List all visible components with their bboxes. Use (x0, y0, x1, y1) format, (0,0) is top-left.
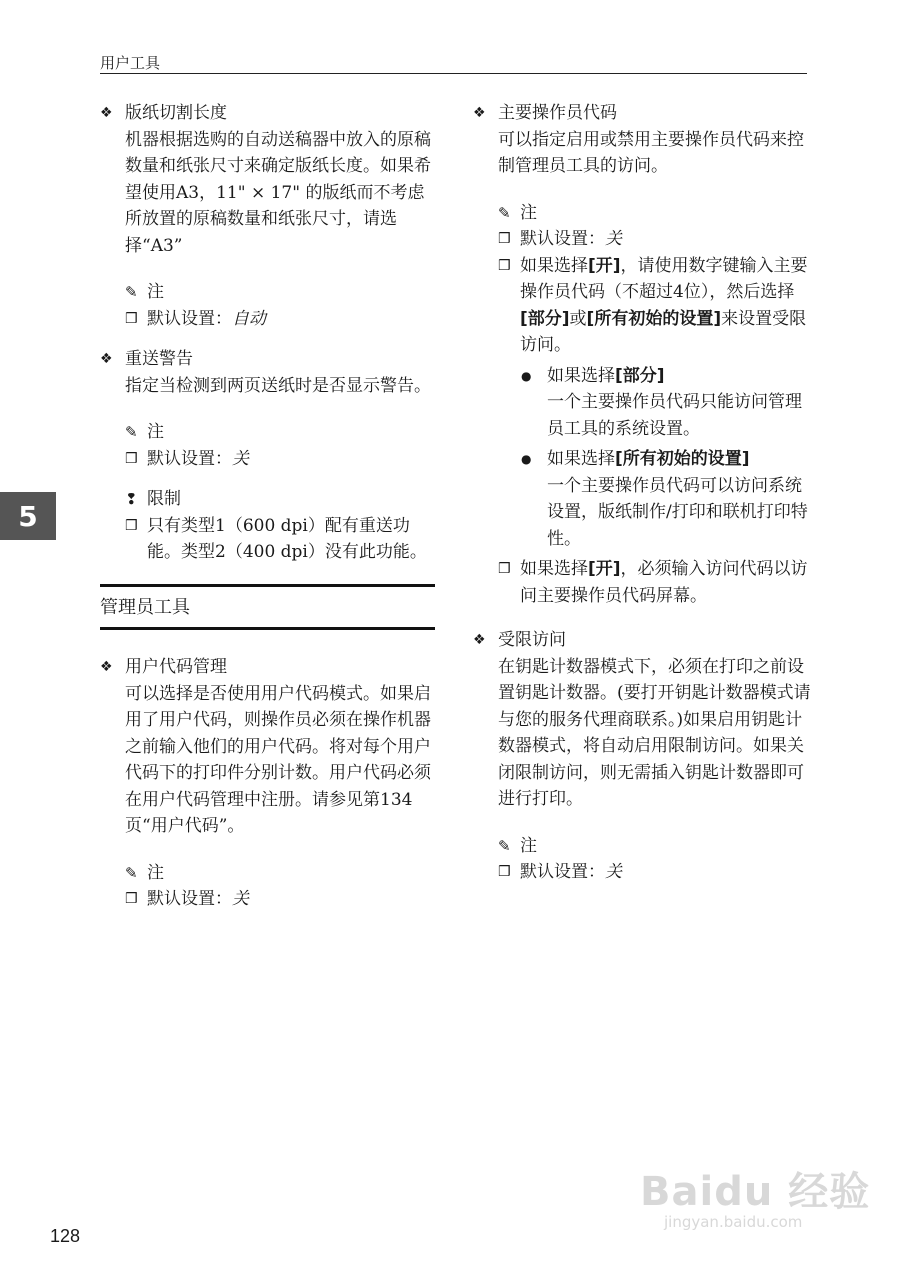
major-heading: 管理员工具 (100, 584, 435, 631)
bullet-text: 一个主要操作员代码只能访问管理员工具的系统设置。 (547, 392, 802, 439)
default-prefix: 默认设置： (147, 308, 232, 329)
diamond-bullet-icon: ❖ (100, 105, 113, 121)
note-label: 注 (147, 282, 164, 302)
note-item-text (520, 556, 813, 609)
watermark (640, 1160, 870, 1231)
key-label: [所有初始的设置] (586, 308, 722, 329)
text-run: 如果选择 (547, 365, 615, 386)
section-title: 版纸切割长度 (125, 103, 227, 123)
text-run: 如果选择 (520, 255, 588, 276)
section-body: 在钥匙计数器模式下，必须在打印之前设置钥匙计数器。(要打开钥匙计数器模式请与您的服务代理商联系。)如果启用钥匙计数器模式，将自动启用限制访问。如果关闭限制访问，则无需插入钥匙计数器即可进行打印。 (498, 656, 811, 809)
diamond-bullet-icon: ❖ (473, 632, 486, 648)
section-title: 用户代码管理 (125, 657, 227, 677)
pencil-note-icon: ✎ (498, 203, 511, 222)
default-value: 关 (232, 448, 249, 469)
checkbox-bullet-icon: ❒ (498, 864, 511, 880)
default-value: 自动 (232, 308, 266, 329)
section-title: 主要操作员代码 (498, 103, 617, 123)
section-title: 重送警告 (125, 349, 193, 369)
key-label: [部分] (615, 365, 665, 386)
text-run: 或 (569, 308, 587, 329)
pencil-note-icon: ✎ (125, 863, 138, 882)
dot-bullet-icon: ● (521, 452, 532, 466)
left-column (100, 100, 435, 925)
checkbox-bullet-icon: ❒ (498, 257, 511, 274)
limit-label: 限制 (147, 489, 181, 509)
diamond-bullet-icon: ❖ (100, 351, 113, 367)
text-run: ，必须输入访问代码以访问主要操作员代码屏幕。 (520, 559, 808, 606)
running-header: 用户工具 (100, 54, 161, 72)
section-title: 受限访问 (498, 630, 566, 650)
note-item-text (520, 253, 813, 359)
page-number: 128 (50, 1226, 81, 1246)
pencil-note-icon: ✎ (125, 283, 138, 301)
default-prefix: 默认设置： (520, 229, 605, 249)
section-body: 可以选择是否使用用户代码模式。如果启用了用户代码，则操作员必须在操作机器之前输入他们的用户代码。将对每个用户代码下的打印件分别计数。用户代码必须在用户代码管理中注册。请参见第134页“用户代码”。 (125, 683, 431, 836)
checkbox-bullet-icon: ❒ (125, 450, 138, 467)
checkbox-bullet-icon: ❒ (498, 561, 511, 577)
watermark-logo: Baidu 经验 (640, 1169, 871, 1215)
key-label: [开] (588, 559, 621, 579)
default-value: 关 (605, 862, 622, 882)
checkbox-bullet-icon: ❒ (125, 310, 138, 327)
text-run: 如果选择 (520, 559, 588, 579)
section-paper-cut-length (100, 100, 435, 332)
diamond-bullet-icon: ❖ (100, 659, 113, 675)
section-main-operator-code (473, 100, 813, 609)
watermark-url: jingyan.baidu.com (664, 1213, 803, 1231)
chapter-tab: 5 (0, 492, 56, 540)
limit-text: 只有类型1（600 dpi）配有重送功能。类型2（400 dpi）没有此功能。 (147, 515, 427, 562)
note-label: 注 (520, 835, 537, 856)
diamond-bullet-icon: ❖ (473, 105, 486, 121)
bullet-text: 一个主要操作员代码可以访问系统设置，版纸制作/打印和联机打印特性。 (547, 475, 808, 549)
note-label: 注 (147, 422, 164, 442)
section-body: 指定当检测到两页送纸时是否显示警告。 (125, 375, 431, 396)
text-run: 来设置受限访问。 (520, 308, 807, 355)
checkbox-bullet-icon: ❒ (125, 517, 138, 534)
text-run: ，请使用数字键输入主要操作员代码（不超过4位），然后选择 (520, 255, 808, 302)
dot-bullet-icon: ● (521, 368, 532, 383)
default-prefix: 默认设置： (147, 889, 232, 909)
right-column (473, 100, 813, 898)
key-label: [开] (588, 255, 621, 276)
default-value: 关 (232, 889, 249, 909)
checkbox-bullet-icon: ❒ (125, 891, 138, 907)
section-restricted-access (473, 627, 813, 886)
section-refeed-warning (100, 346, 435, 566)
note-label: 注 (520, 202, 537, 223)
note-label: 注 (147, 862, 164, 883)
pencil-note-icon: ✎ (125, 423, 138, 441)
key-label: [所有初始的设置] (615, 449, 750, 469)
section-body: 可以指定启用或禁用主要操作员代码来控制管理员工具的访问。 (498, 129, 804, 176)
default-prefix: 默认设置： (147, 448, 232, 469)
key-label: [部分] (520, 308, 570, 329)
section-user-code-management (100, 654, 435, 913)
section-body: 机器根据选购的自动送稿器中放入的原稿数量和纸张尺寸来确定版纸长度。如果希望使用A3，11" × 17" 的版纸而不考虑所放置的原稿数量和纸张尺寸，请选择“A3” (125, 129, 431, 256)
limit-icon: ❢ (125, 490, 138, 508)
default-value: 关 (605, 229, 622, 249)
header-rule (100, 73, 807, 74)
text-run: 如果选择 (547, 449, 615, 469)
checkbox-bullet-icon: ❒ (498, 231, 511, 247)
default-prefix: 默认设置： (520, 862, 605, 882)
pencil-note-icon: ✎ (498, 836, 511, 855)
